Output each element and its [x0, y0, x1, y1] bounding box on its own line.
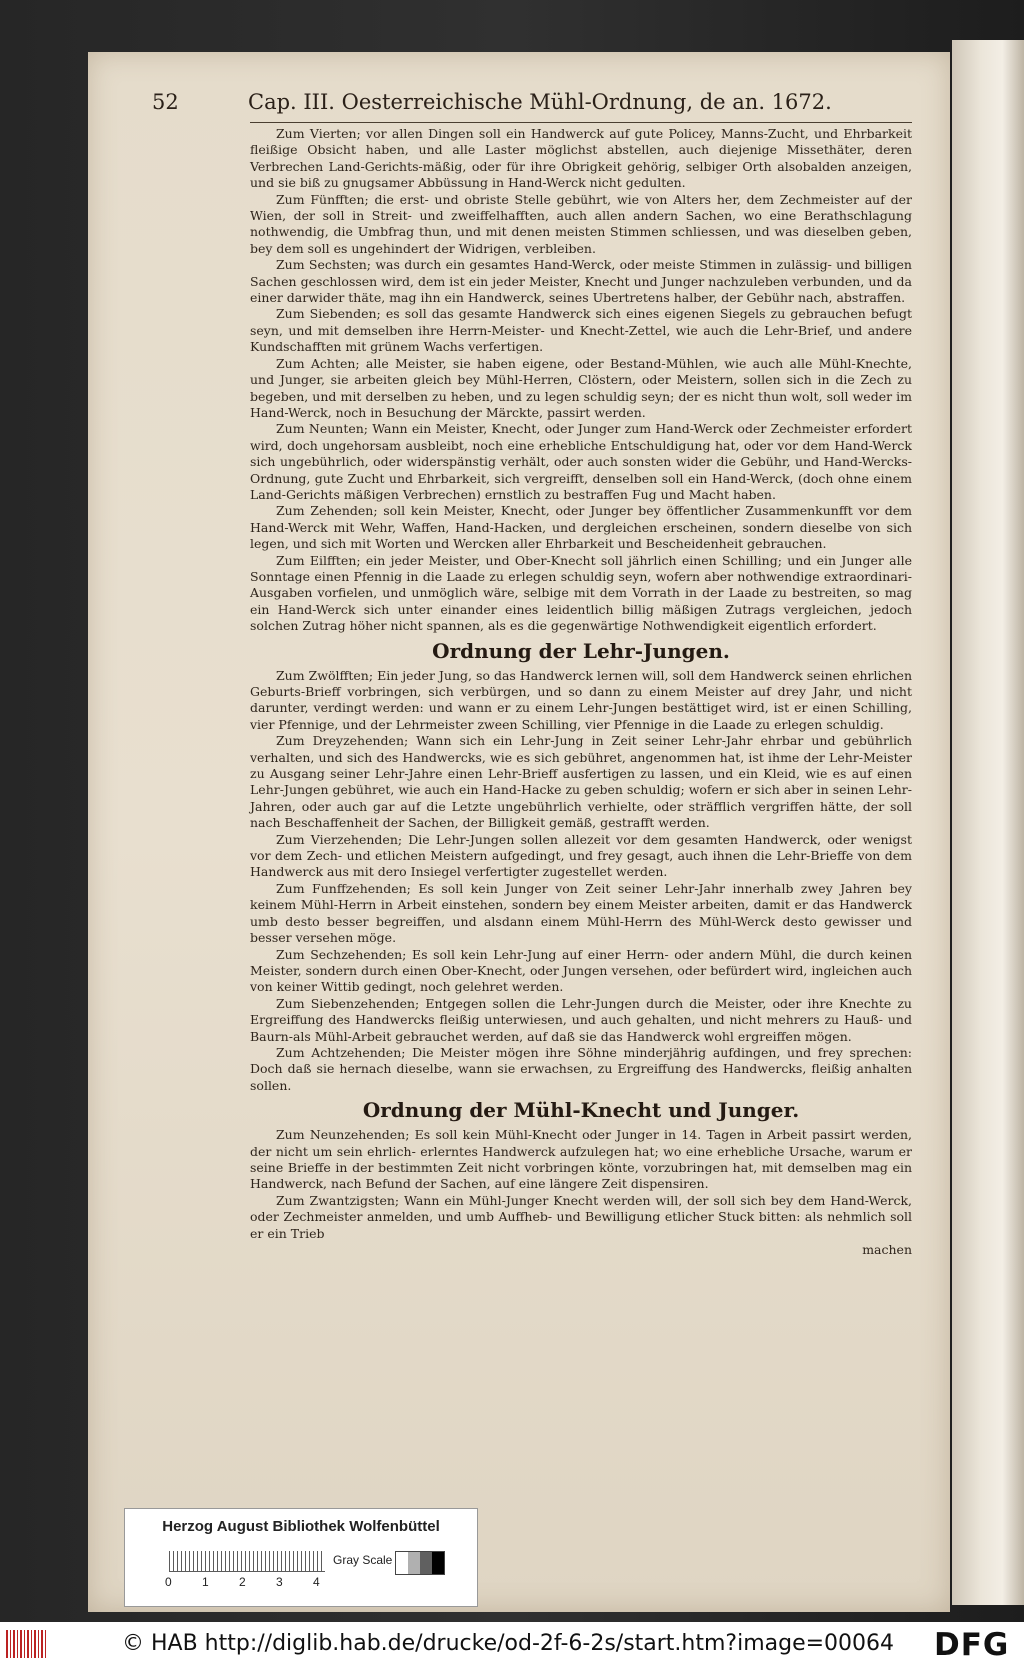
gray-scale-label: Gray Scale — [333, 1553, 393, 1567]
paragraph — [250, 1127, 912, 1193]
paragraph-text: Zum Neunzehenden; Es soll kein Mühl-Knecht oder Junger in 14. Tagen in Arbeit passirt werden, der nicht um sein ehrlich- erlerntes Handwerck aufzulegen hat; wo eine erhebliche Ursache, warum er seine Brieffe in der bestimmten Zeit nicht vorbringen könte, vorzubringen hat, mit demselben mag ein Handwerck, nach Befund der Sachen, auf eine längere Zeit dispensiren. — [250, 1127, 912, 1192]
gray-patch — [408, 1552, 420, 1574]
footer-bar — [0, 1622, 1024, 1666]
running-head — [152, 90, 832, 120]
section-journeymen — [250, 1127, 912, 1242]
paragraph-text: Zum Sechzehenden; Es soll kein Lehr-Jung auf einer Herrn- oder andern Mühl, die durch keinen Meister, sondern durch einen Ober-Knecht, oder Jungen versehen, oder befürdert wird, ingleichen auch von keiner Wittib gedingt, noch gelehret werden. — [250, 946, 912, 995]
section-general-rules — [250, 126, 912, 635]
paragraph — [250, 553, 912, 635]
paragraph — [250, 1045, 912, 1094]
paragraph-text: Zum Zwölfften; Ein jeder Jung, so das Handwerck lernen will, soll dem Handwerck seinen ehrlichen Geburts-Brieff vorbringen, sich verbürgen, und so dann zu einem Meister auf drey Jahr, und nicht darunter, verdingt werden: und wann er zu einem Lehr-Jungen bestättiget wird, ist er einen Schilling, vier Pfennige, und der Lehrmeister zween Schilling, vier Pfennige in die Laade zu erlegen schuldig. — [250, 667, 912, 732]
ruler-number: 3 — [276, 1575, 283, 1589]
ruler-number: 2 — [239, 1575, 246, 1589]
ruler-number: 0 — [165, 1575, 172, 1589]
paragraph-text: Zum Eilfften; ein jeder Meister, und Ober-Knecht soll jährlich einen Schilling; und ein Junger alle Sonntage einen Pfennig in die Laade zu erlegen schuldig seyn, wofern aber nothwendige extraordinari-Ausgaben vorfielen, und unmöglich wäre, selbige mit dem Vorrath in der Laade zu bestreiten, so mag ein Hand-Werck sich unter einander eines leidentlich billig mäßigen Zutrags vergleichen, jedoch solchen Zutrag höher nicht spannen, als es die gegenwärtige Nothwendigkeit eigentlich erfordert. — [250, 552, 912, 634]
paragraph-text: Zum Vierzehenden; Die Lehr-Jungen sollen allezeit vor dem gesamten Handwerck, oder wenigst vor dem Zech- und etlichen Meistern aufgedingt, und frey gesagt, auch ihnen die Lehr-Brieffe von dem Handwerck aus mit dero Insiegel verfertigter zugestellet werden. — [250, 831, 912, 880]
section-heading-apprentices: Ordnung der Lehr-Jungen. — [432, 638, 730, 663]
paragraph-text: Zum Vierten; vor allen Dingen soll ein Handwerck auf gute Policey, Manns-Zucht, und Ehrbarkeit fleißige Obsicht haben, und alle Laster möglichst abstellen, auch diejenige Missethäter, deren Verbrechen Land-Gerichts-mäßig, oder für ihre Obrigkeit gehörig, selbiger Orth alsobalden anzeigen, und sie biß zu gnugsamer Abbüssung in Hand-Werck nicht gedulten. — [250, 126, 912, 191]
dfg-logo: DFG — [934, 1627, 1010, 1663]
paragraph-text: Zum Achten; alle Meister, sie haben eigene, oder Bestand-Mühlen, wie auch alle Mühl-Knechte, und Junger, sie arbeiten gleich bey Mühl-Herren, Clöstern, oder Meistern, sollen sich in die Zech zu begeben, und mit derselben zu heben, und zu legen schuldig seyn; der es nicht thun wolt, soll weder im Hand-Werck, noch in Besuchung der Märckte, passirt werden. — [250, 355, 912, 420]
paragraph-text: Zum Zehenden; soll kein Meister, Knecht, oder Junger bey öffentlicher Zusammenkunfft vor dem Hand-Werck mit Wehr, Waffen, Hand-Hacken, und dergleichen erscheinen, sondern dieselbe von sich legen, und sich mit Worten und Wercken aller Ehrbarkeit und Bescheidenheit gebrauchen. — [250, 503, 912, 552]
color-target-card — [124, 1508, 478, 1607]
paragraph — [250, 881, 912, 947]
paragraph-text: Zum Siebenden; es soll das gesamte Handwerck sich eines eigenen Siegels zu gebrauchen befugt seyn, und mit demselben ihre Herrn-Meister- und Knecht-Zettel, wie auch die Lehr-Brief, und andere Kundschafften mit grünem Wachs verfertigen. — [250, 306, 912, 355]
section-apprentices — [250, 668, 912, 1095]
hab-barcode-icon — [6, 1630, 46, 1658]
paragraph — [250, 257, 912, 306]
paragraph — [250, 421, 912, 503]
paragraph — [250, 996, 912, 1045]
paragraph — [250, 503, 912, 552]
paragraph — [250, 947, 912, 996]
ruler-number: 4 — [313, 1575, 320, 1589]
scale-ruler — [169, 1551, 325, 1572]
paragraph-text: Zum Funffzehenden; Es soll kein Junger von Zeit seiner Lehr-Jahr innerhalb zwey Jahren bey keinem Mühl-Herrn in Arbeit einstehen, sondern bey einem Meister arbeiten, damit er das Handwerck umb desto besser begreiffen, und alsdann einem Mühl-Herrn des Mühl-Werck desto gewisser und besser versehen möge. — [250, 880, 912, 946]
paragraph — [250, 1193, 912, 1242]
paragraph-text: Zum Achtzehenden; Die Meister mögen ihre Söhne minderjährig aufdingen, und frey sprechen: Doch daß sie hernach dieselbe, wann sie erwachsen, zu Ergreiffung des Handwercks, fleißig anhalten sollen. — [250, 1044, 912, 1093]
gray-patch — [396, 1552, 408, 1574]
gray-patch — [432, 1552, 444, 1574]
gray-scale-patches — [395, 1551, 445, 1575]
book-page-edge — [952, 40, 1024, 1605]
paragraph — [250, 306, 912, 355]
page-number: 52 — [152, 90, 179, 114]
ruler-number: 1 — [202, 1575, 209, 1589]
paragraph — [250, 668, 912, 734]
catchword: machen — [862, 1242, 912, 1257]
paragraph — [250, 126, 912, 192]
copyright-url: © HAB http://diglib.hab.de/drucke/od-2f-6-2s/start.htm?image=00064 — [122, 1631, 895, 1656]
paragraph — [250, 832, 912, 881]
paragraph-text: Zum Zwantzigsten; Wann ein Mühl-Junger Knecht werden will, der soll sich bey dem Hand-Werck, oder Zechmeister anmelden, und umb Auffheb- und Bewilligung etlicher Stuck bitten: als nehmlich soll er ein Trieb — [250, 1192, 912, 1241]
gray-patch — [420, 1552, 432, 1574]
paragraph — [250, 192, 912, 258]
paragraph-text: Zum Siebenzehenden; Entgegen sollen die Lehr-Jungen durch die Meister, oder ihre Knechte zu Ergreiffung des Handwercks fleißig unterwiesen, und auch gehalten, und nicht mehrers zu Hauß- und Baurn-als Mühl-Arbeit gebrauchet werden, auf daß sie das Handwerck wohl ergreiffen mögen. — [250, 995, 912, 1044]
section-heading-journeymen: Ordnung der Mühl-Knecht und Junger. — [362, 1098, 800, 1123]
page-body — [250, 126, 912, 1258]
paragraph-text: Zum Sechsten; was durch ein gesamtes Hand-Werck, oder meiste Stimmen in zulässig- und billigen Sachen geschlossen wird, dem ist ein jeder Meister, Knecht und Junger nachzuleben verbunden, und da einer darwider thäte, mag ihn ein Handwerck, seines Ubertretens halber, der Gebühr nach, abstraffen. — [250, 257, 912, 306]
chapter-title: Cap. III. Oesterreichische Mühl-Ordnung, de an. 1672. — [248, 90, 832, 114]
paragraph — [250, 356, 912, 422]
paragraph — [250, 733, 912, 831]
paragraph-text: Zum Fünfften; die erst- und obriste Stelle gebührt, wie von Alters her, dem Zechmeister auf der Wien, der soll in Streit- und zweiffelhafften, auch allen andern Sachen, wo eine Berathschlagung nothwendig, die Umbfrag thun, und mit denen meisten Stimmen schliessen, und was dieselben geben, bey dem soll es ungehindert der Widrigen, verbleiben. — [250, 191, 912, 256]
paragraph-text: Zum Dreyzehenden; Wann sich ein Lehr-Jung in Zeit seiner Lehr-Jahr ehrbar und gebührlich verhalten, und sich des Handwercks, wie es sich gebühret, angenommen hat, ist ihme der Lehr-Meister zu Ausgang seiner Lehr-Jahre einen Lehr-Brieff ausfertigen zu lassen, und ein Kleid, wie es auf einen Lehr-Jungen gebühret, wie auch ein Hand-Hacke zu geben schuldig; wofern er sich aber in seinen Lehr-Jahren, oder auch gar auf die Letzte ungebührlich verhielte, oder sträfflich vergriffen hätte, der soll nach Beschaffenheit der Sachen, der Billigkeit gemäß, gestrafft werden. — [250, 733, 912, 831]
paragraph-text: Zum Neunten; Wann ein Meister, Knecht, oder Junger zum Hand-Werck oder Zechmeister erfordert wird, doch ungehorsam ausbleibt, noch eine erhebliche Entschuldigung hat, oder vor dem Hand-Werck sich ungebührlich, oder widerspänstig verhält, oder auch sonsten wider die Gebühr, und Hand-Wercks-Ordnung, gute Zucht und Ehrbarkeit, sich vergreifft, denselben soll ein Hand-Werck, (doch ohne einem Land-Gerichts mäßigen Verbrechen) ernstlich zu bestraffen Fug und Macht haben. — [250, 421, 912, 502]
library-name: Herzog August Bibliothek Wolfenbüttel — [162, 1518, 440, 1535]
header-rule — [250, 122, 912, 123]
